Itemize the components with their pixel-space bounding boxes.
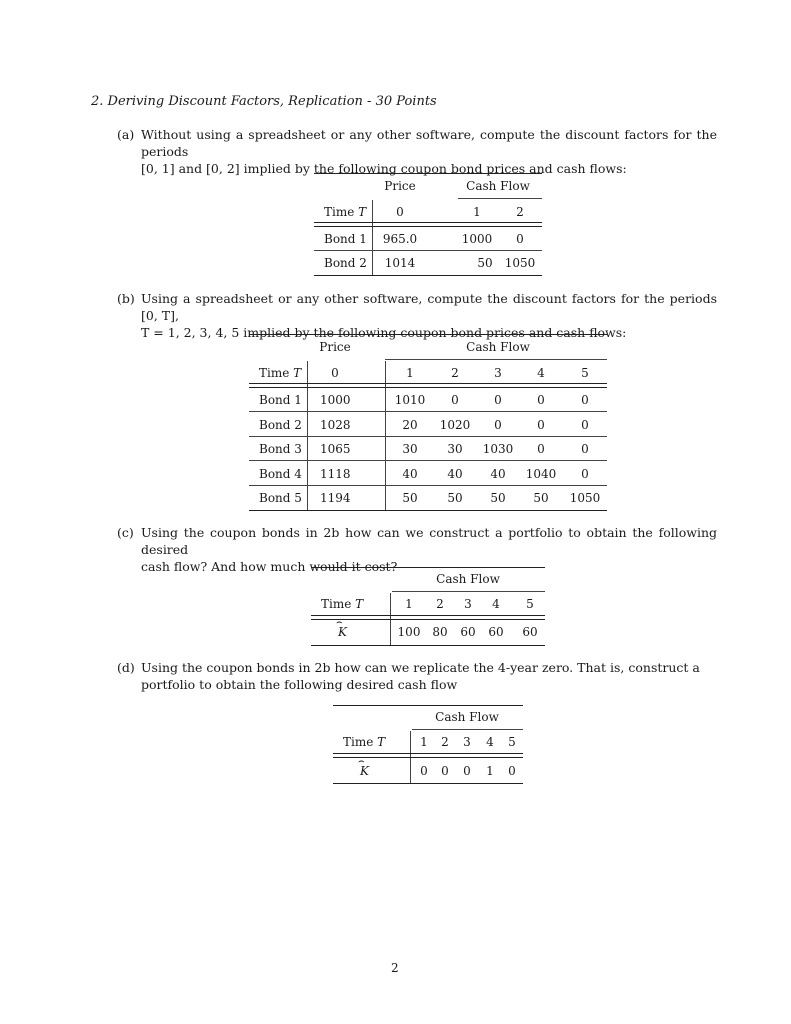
- table-b-row-3-price: 1065: [320, 442, 351, 456]
- table-b-row-3-name: Bond 3: [259, 442, 302, 456]
- table-b-row-1-flow-3: 0: [494, 393, 502, 407]
- table-b-row-5-flow-5: 1050: [569, 491, 601, 505]
- part-a-text-line2: [0, 1] and [0, 2] implied by the following coupon bond prices and cash flows:: [141, 161, 627, 176]
- part-b-text-line2: T = 1, 2, 3, 4, 5 implied by the following coupon bond prices and cash flows:: [141, 325, 627, 340]
- table-a-time-label: Time T: [324, 205, 367, 219]
- table-b-row-1-flow-5: 0: [581, 393, 589, 407]
- table-b-row-4-flow-5: 0: [581, 466, 589, 481]
- table-b-row-1-flow-4: 0: [537, 393, 545, 407]
- table-b-row-2-price: 1028: [320, 417, 351, 432]
- table-a-row-2-flow-2: 1050: [504, 256, 536, 270]
- table-b-row-2-flow-4: 0: [537, 417, 545, 432]
- table-a-row-1-price: 965.0: [382, 232, 418, 246]
- section-heading: 2. Deriving Discount Factors, Replication - 30 Points: [91, 94, 437, 109]
- part-b-label: (b): [117, 291, 135, 306]
- table-b-row-4-flow-4: 1040: [525, 466, 557, 481]
- table-b-row-1-name: Bond 1: [259, 393, 302, 407]
- table-a-cashflow-header: Cash Flow: [466, 179, 530, 193]
- table-a-row-1-flow-2: 0: [516, 232, 524, 246]
- part-b: [117, 290, 717, 340]
- part-b-text-line1: Using a spreadsheet or any other software, compute the discount factors for the periods [0, T],: [141, 291, 717, 323]
- table-b-row-5-name: Bond 5: [259, 491, 302, 505]
- table-d-time-label: Time T: [343, 735, 386, 749]
- table-c-value-4: 60: [488, 625, 504, 639]
- table-c-time-label: Time T: [321, 597, 364, 611]
- table-a-row-1-flow-1: 1000: [461, 232, 493, 246]
- table-c-time-1: 1: [405, 597, 413, 611]
- table-c-value-3: 60: [460, 625, 476, 639]
- table-b-row-1-price: 1000: [320, 393, 351, 407]
- table-d-time-2: 2: [441, 735, 449, 749]
- table-b-row-5-price: 1194: [320, 491, 351, 505]
- table-d-time-1: 1: [420, 735, 428, 749]
- table-b-row-5-flow-1: 50: [402, 491, 418, 505]
- table-b-row-separator: [249, 460, 607, 461]
- table-b-row-4-flow-2: 40: [447, 466, 463, 481]
- table-b-row-3-flow-3: 1030: [482, 442, 514, 456]
- table-d-cashflow-header: Cash Flow: [435, 710, 499, 724]
- table-c-time-3: 3: [464, 597, 472, 611]
- table-c-value-2: 80: [432, 625, 448, 639]
- table-a-time-1: 1: [473, 205, 481, 219]
- table-d-value-5: 0: [508, 764, 516, 778]
- table-b-time-1: 1: [406, 366, 414, 380]
- table-a-time-0: 0: [396, 205, 404, 219]
- table-c-k-label: ⌢ K: [336, 617, 347, 639]
- table-d-value-4: 1: [486, 764, 494, 778]
- table-b-row-separator: [249, 411, 607, 412]
- table-c-value-5: 60: [522, 625, 538, 639]
- table-b-row-1-flow-2: 0: [451, 393, 459, 407]
- part-c-text-line1: Using the coupon bonds in 2b how can we construct a portfolio to obtain the following desired: [141, 525, 717, 557]
- table-a-row-2-name: Bond 2: [324, 256, 367, 270]
- table-b-row-3-flow-1: 30: [402, 442, 418, 456]
- table-b-cashflow-header: Cash Flow: [466, 340, 530, 354]
- table-d-value-2: 0: [441, 764, 449, 778]
- part-d-text-line1: Using the coupon bonds in 2b how can we replicate the 4-year zero. That is, construct a: [141, 660, 700, 675]
- page-number: 2: [391, 961, 399, 975]
- table-b-row-5-flow-4: 50: [533, 491, 549, 505]
- table-a-row-2-flow-1: 50: [477, 256, 493, 270]
- table-d-k-label: ⌢ K: [358, 756, 369, 778]
- part-a: [117, 126, 717, 176]
- table-b-time-label: Time T: [259, 366, 302, 380]
- part-d-text-line2: portfolio to obtain the following desired cash flow: [141, 677, 458, 692]
- table-b-row-2-flow-5: 0: [581, 417, 589, 432]
- table-d-value-3: 0: [463, 764, 471, 778]
- table-a-price-header: Price: [384, 179, 416, 193]
- table-b-row-2-name: Bond 2: [259, 417, 302, 432]
- table-b-row-separator: [249, 436, 607, 437]
- table-b-time-2: 2: [451, 366, 459, 380]
- part-c-text-line2: cash flow? And how much would it cost?: [141, 559, 398, 574]
- table-d-value-1: 0: [420, 764, 428, 778]
- table-c-value-1: 100: [397, 625, 421, 639]
- table-d-time-4: 4: [486, 735, 494, 749]
- table-b-row-4-flow-3: 40: [490, 466, 506, 481]
- table-b-time-4: 4: [537, 366, 545, 380]
- table-b-time-0: 0: [331, 366, 339, 380]
- table-b-row-separator: [249, 485, 607, 486]
- table-c-cashflow-header: Cash Flow: [436, 572, 500, 586]
- part-c: [117, 524, 717, 574]
- part-a-label: (a): [117, 127, 135, 142]
- table-b-row-5-flow-3: 50: [490, 491, 506, 505]
- table-a-row-2-price: 1014: [384, 256, 416, 270]
- table-b-time-5: 5: [581, 366, 589, 380]
- part-c-label: (c): [117, 525, 134, 540]
- table-c-time-4: 4: [492, 597, 500, 611]
- table-b-row-1-flow-1: 1010: [394, 393, 426, 407]
- table-d-time-3: 3: [463, 735, 471, 749]
- table-b-row-5-flow-2: 50: [447, 491, 463, 505]
- part-d-label: (d): [117, 660, 135, 675]
- table-a-time-2: 2: [516, 205, 524, 219]
- table-b-row-4-name: Bond 4: [259, 466, 302, 481]
- table-c-time-5: 5: [526, 597, 534, 611]
- table-b-row-3-flow-4: 0: [537, 442, 545, 456]
- table-a-row-1-name: Bond 1: [324, 232, 367, 246]
- table-b-row-2-flow-1: 20: [402, 417, 418, 432]
- table-b-row-2-flow-2: 1020: [439, 417, 471, 432]
- table-b-price-header: Price: [319, 340, 351, 354]
- table-b-row-3-flow-5: 0: [581, 442, 589, 456]
- table-b-row-3-flow-2: 30: [447, 442, 463, 456]
- table-b-row-4-flow-1: 40: [402, 466, 418, 481]
- part-a-text-line1: Without using a spreadsheet or any other software, compute the discount factors for the periods: [141, 127, 717, 159]
- table-d-time-5: 5: [508, 735, 516, 749]
- table-c-time-2: 2: [436, 597, 444, 611]
- table-b-row-4-price: 1118: [320, 466, 351, 481]
- part-d: [117, 659, 717, 692]
- table-b-row-2-flow-3: 0: [494, 417, 502, 432]
- table-b-time-3: 3: [494, 366, 502, 380]
